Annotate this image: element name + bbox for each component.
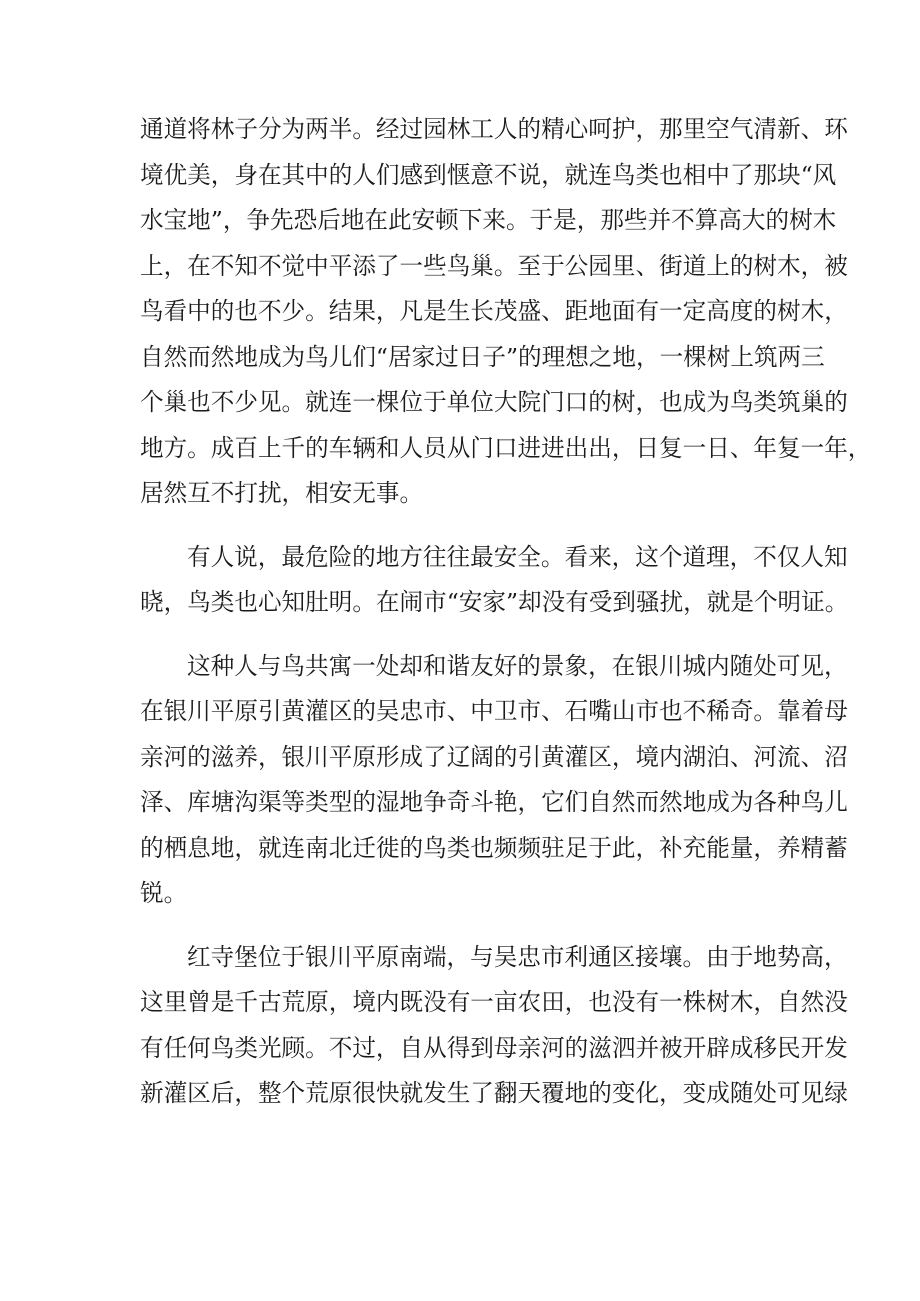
text-line: 地方。成百上千的车辆和人员从门口进进出出，日复一日、年复一年， bbox=[140, 433, 872, 462]
paragraph-gap bbox=[140, 626, 792, 644]
paragraph-gap bbox=[140, 517, 792, 535]
text-line: 泽、库塘沟渠等类型的湿地争奇斗艳，它们自然而然地成为各种鸟儿 bbox=[140, 788, 848, 816]
paragraph-gap bbox=[140, 917, 792, 935]
text-line: 通道将林子分为两半。经过园林工人的精心呵护，那里空气清新、环 bbox=[140, 115, 848, 143]
paragraph-3 bbox=[140, 644, 848, 917]
text-line: 这种人与鸟共寓一处却和谐友好的景象，在银川城内随处可见， bbox=[187, 651, 848, 680]
text-line: 新灌区后，整个荒原很快就发生了翻天覆地的变化，变成随处可见绿 bbox=[140, 1079, 848, 1107]
document-page bbox=[140, 107, 872, 1117]
text-line: 有人说，最危险的地方往往最安全。看来，这个道理，不仅人知 bbox=[187, 542, 848, 571]
paragraph-4 bbox=[140, 935, 848, 1117]
text-line: 自然而然地成为鸟儿们“居家过日子”的理想之地，一棵树上筑两三 bbox=[140, 342, 825, 371]
text-line: 上，在不知不觉中平添了一些鸟巢。至于公园里、街道上的树木，被 bbox=[140, 251, 848, 280]
text-line: 个巢也不少见。就连一棵位于单位大院门口的树，也成为鸟类筑巢的 bbox=[140, 388, 848, 416]
paragraph-2 bbox=[140, 535, 849, 626]
text-line: 在银川平原引黄灌区的吴忠市、中卫市、石嘴山市也不稀奇。靠着母 bbox=[140, 697, 848, 725]
text-line: 红寺堡位于银川平原南端，与吴忠市利通区接壤。由于地势高， bbox=[187, 942, 848, 971]
text-line: 居然互不打扰，相安无事。 bbox=[140, 479, 424, 507]
text-line: 锐。 bbox=[140, 879, 188, 907]
paragraph-1 bbox=[140, 107, 872, 517]
text-line: 水宝地”，争先恐后地在此安顿下来。于是，那些并不算高大的树木 bbox=[140, 206, 837, 234]
text-line: 鸟看中的也不少。结果，凡是生长茂盛、距地面有一定高度的树木， bbox=[140, 297, 848, 325]
text-line: 有任何鸟类光顾。不过，自从得到母亲河的滋泗并被开辟成移民开发 bbox=[140, 1033, 848, 1062]
text-line: 的栖息地，就连南北迁徙的鸟类也频频驻足于此，补充能量，养精蓄 bbox=[140, 833, 848, 862]
text-line: 亲河的滋养，银川平原形成了辽阔的引黄灌区，境内湖泊、河流、沼 bbox=[140, 742, 848, 771]
text-line: 这里曾是千古荒原，境内既没有一亩农田，也没有一株树木，自然没 bbox=[140, 988, 848, 1016]
text-line: 晓，鸟类也心知肚明。在闹市“安家”却没有受到骚扰，就是个明证。 bbox=[140, 588, 849, 616]
text-line: 境优美，身在其中的人们感到惬意不说，就连鸟类也相中了那块“风 bbox=[140, 160, 837, 189]
